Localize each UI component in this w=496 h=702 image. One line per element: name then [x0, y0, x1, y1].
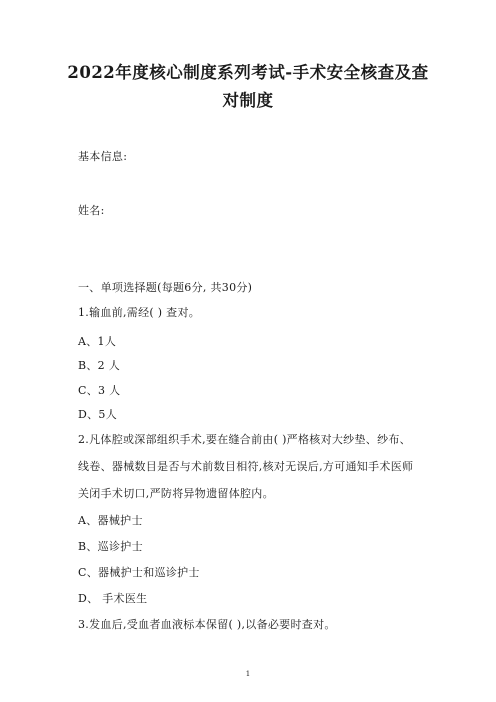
question-3-stem: 3.发血后,受血者血液标本保留( ),以备必要时查对。: [78, 618, 336, 631]
section-heading: 一、单项选择题(每题6分, 共30分): [78, 281, 253, 294]
document-title-line-2: 对制度: [222, 91, 274, 110]
question-2-stem-line-3: 关闭手术切口,严防将异物遗留体腔内。: [78, 487, 274, 500]
document-title-line-1: 2022年度核心制度系列考试-手术安全核查及查: [67, 63, 429, 82]
page-number: 1: [245, 670, 251, 678]
question-2-option-c: C、器械护士和巡诊护士: [78, 566, 200, 579]
name-label: 姓名:: [78, 204, 105, 217]
question-2-stem-line-1: 2.凡体腔或深部组织手术,要在缝合前由( )严格核对大纱垫、纱布、: [78, 433, 411, 446]
question-2-option-a: A、器械护士: [78, 514, 143, 527]
question-1-stem: 1.输血前,需经( ) 查对。: [78, 306, 201, 319]
question-1-option-d: D、5人: [78, 408, 118, 421]
question-2-stem-line-2: 线卷、器械数目是否与术前数目相符,核对无误后,方可通知手术医师: [78, 460, 414, 473]
question-2-option-d: D、 手术医生: [78, 592, 148, 605]
question-1-option-b: B、2 人: [78, 359, 121, 372]
question-1-option-c: C、3 人: [78, 384, 121, 397]
question-2-option-b: B、巡诊护士: [78, 540, 143, 553]
question-1-option-a: A、1人: [78, 335, 117, 348]
basic-info-label: 基本信息:: [78, 150, 128, 163]
